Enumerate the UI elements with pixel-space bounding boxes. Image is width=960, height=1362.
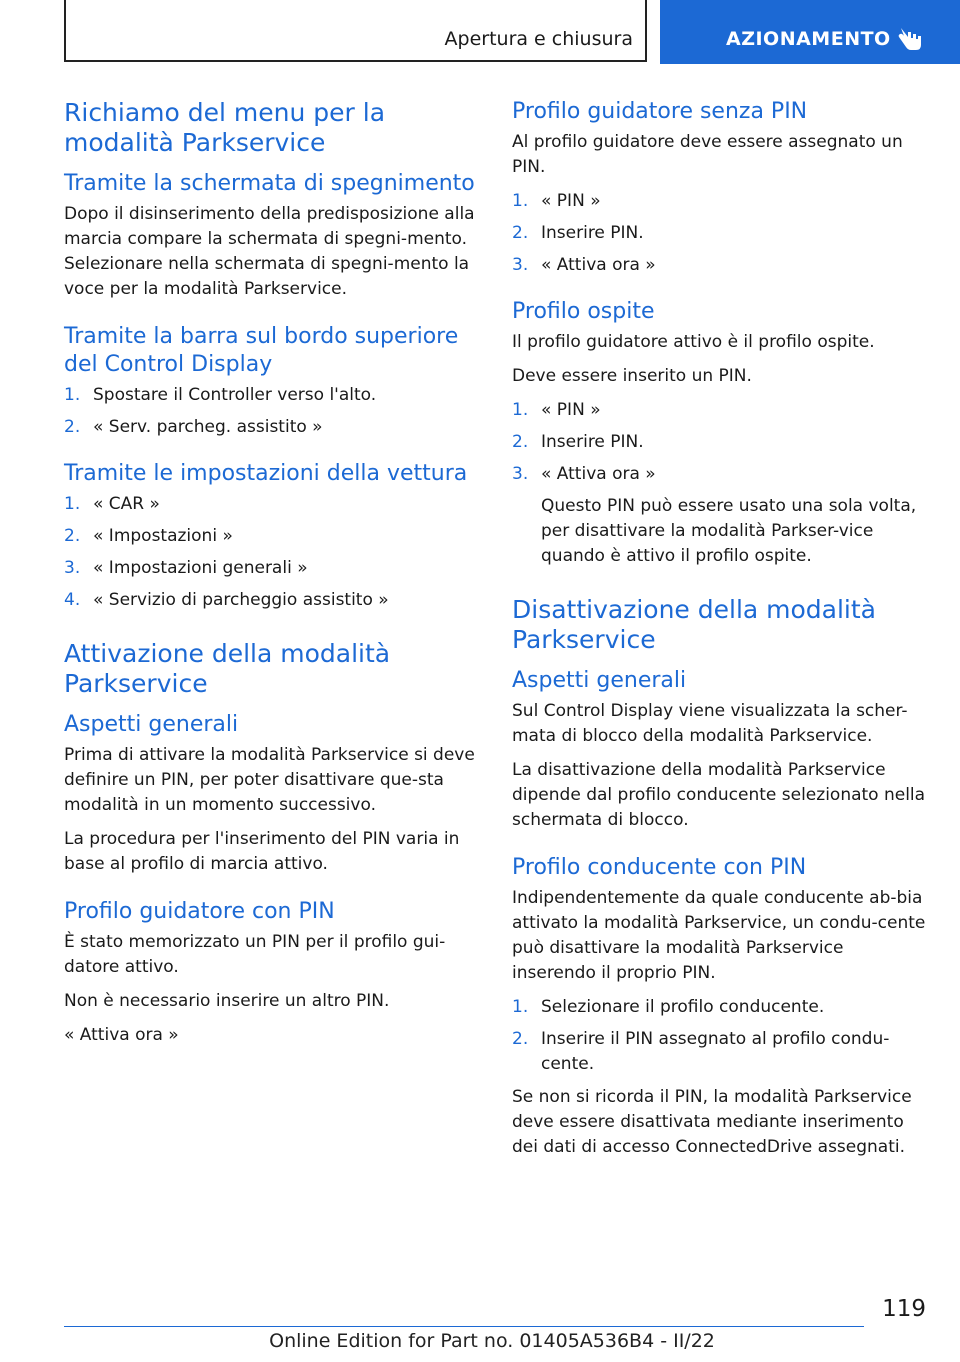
list-impostazioni-steps [64,492,484,613]
heading-disattivazione: Disattivazione della modalità Parkservice [512,595,877,654]
footer-edition: Online Edition for Part no. 01405A536B4 - II/22 [269,1330,715,1352]
paragraph-aspetti-1: Prima di attivare la modalità Parkservice si deve definire un PIN, per poter disattivare que-sta modalità in un momento successivo. [64,745,475,815]
list-item: 2. Inserire il PIN assegnato al profilo condu-cente. [512,1029,890,1074]
list-senza-pin-steps [512,189,932,278]
running-header-section [64,0,647,62]
heading-profilo-con-pin: Profilo guidatore con PIN [64,899,335,924]
heading-profilo-conducente: Profilo conducente con PIN [512,855,807,880]
paragraph-con-pin-3: « Attiva ora » [64,1025,179,1045]
running-header-chapter [660,0,960,64]
heading-aspetti-generali-2: Aspetti generali [512,668,687,693]
list-item: 2. Inserire PIN. [512,223,644,243]
list-item: 3. « Impostazioni generali » [64,558,308,578]
list-item: 2. « Serv. parcheg. assistito » [64,417,323,437]
left-column [64,98,484,1057]
heading-profilo-ospite: Profilo ospite [512,299,655,324]
paragraph-spegnimento: Dopo il disinserimento della predisposizione alla marcia compare la schermata di spegni-mento. Selezionare nella schermata di spegni-mento la voce per la modalità Parkservice. [64,204,475,299]
heading-barra-bordo: Tramite la barra sul bordo superiore del Control Display [64,324,459,377]
footer-divider [64,1326,864,1327]
paragraph-conducente: Indipendentemente da quale conducente ab-bia attivato la modalità Parkservice, un condu-cente può disattivare la modalità Parkservice inserendo il proprio PIN. [512,888,926,983]
list-item: 4. « Servizio di parcheggio assistito » [64,590,389,610]
heading-aspetti-generali: Aspetti generali [64,712,239,737]
list-item: 2. Inserire PIN. [512,432,644,452]
list-ospite-steps [512,398,932,569]
list-item: 1. Selezionare il profilo conducente. [512,997,825,1017]
paragraph-disattivazione-1: Sul Control Display viene visualizzata la scher-mata di blocco della modalità Parkservice. [512,701,908,746]
paragraph-senza-pin: Al profilo guidatore deve essere assegnato un PIN. [512,132,903,177]
list-item: 2. « Impostazioni » [64,526,233,546]
paragraph-conducente-end: Se non si ricorda il PIN, la modalità Parkservice deve essere disattivata mediante inserimento dei dati di accesso ConnectedDrive assegnati. [512,1087,912,1157]
paragraph-aspetti-2: La procedura per l'inserimento del PIN varia in base al profilo di marcia attivo. [64,829,460,874]
list-item: 1. « PIN » [512,191,601,211]
list-barra-steps [64,383,484,440]
section-title: Apertura e chiusura [444,28,633,50]
heading-richiamo-menu: Richiamo del menu per la modalità Parkservice [64,98,386,157]
list-item: 3. « Attiva ora » Questo PIN può essere usato una sola volta, per disattivare la modalità Parkser-vice quando è attivo il profilo ospite. [512,462,932,569]
list-conducente-steps [512,995,932,1077]
list-item: 1. « PIN » [512,400,601,420]
heading-profilo-senza-pin: Profilo guidatore senza PIN [512,99,808,124]
list-item: 3. « Attiva ora » [512,255,656,275]
paragraph-ospite-1: Il profilo guidatore attivo è il profilo ospite. [512,332,875,352]
right-column [512,98,932,1169]
chapter-title: AZIONAMENTO [726,28,891,50]
paragraph-con-pin-1: È stato memorizzato un PIN per il profilo gui-datore attivo. [64,932,446,977]
paragraph-disattivazione-2: La disattivazione della modalità Parkservice dipende dal profilo conducente selezionato nella schermata di blocco. [512,760,926,830]
heading-schermata-spegnimento: Tramite la schermata di spegnimento [64,171,475,196]
list-item-note: Questo PIN può essere usato una sola volta, per disattivare la modalità Parkser-vice quando è attivo il profilo ospite. [541,496,917,566]
heading-attivazione: Attivazione della modalità Parkservice [64,639,391,698]
hand-pointer-icon [898,24,924,52]
heading-impostazioni-vettura: Tramite le impostazioni della vettura [64,461,468,486]
list-item: 1. « CAR » [64,494,160,514]
paragraph-ospite-2: Deve essere inserito un PIN. [512,366,752,386]
paragraph-con-pin-2: Non è necessario inserire un altro PIN. [64,991,390,1011]
page-number: 119 [882,1296,926,1322]
list-item: 1. Spostare il Controller verso l'alto. [64,385,377,405]
